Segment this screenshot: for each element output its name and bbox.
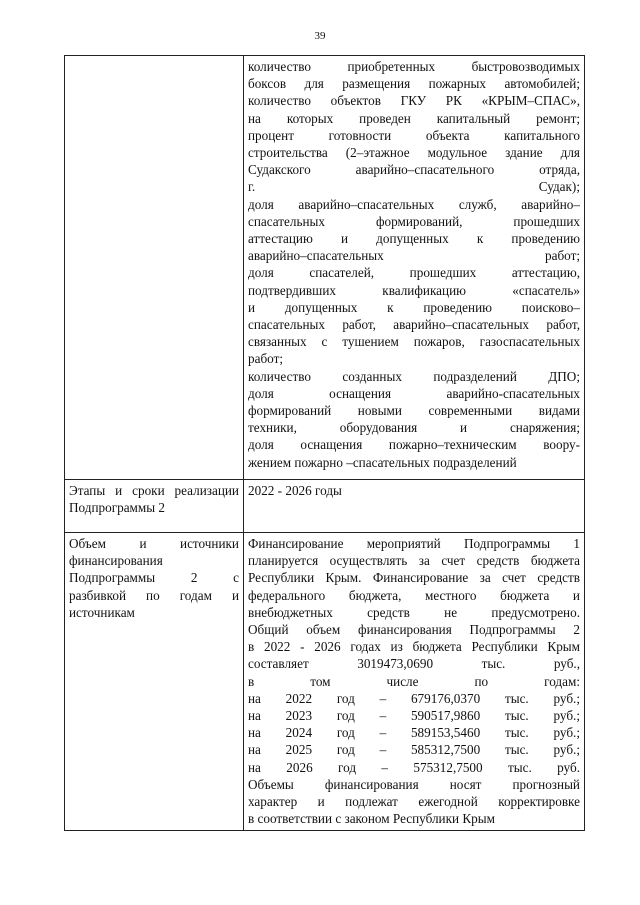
text-line: на 2026 год – 575312,7500 тыс. руб. bbox=[248, 759, 580, 775]
text-line: финансирования bbox=[69, 553, 163, 569]
text-line: формирований новыми современными видами bbox=[248, 403, 580, 419]
text-line: в том числе по годам: bbox=[248, 673, 580, 689]
text-line: разбивкой по годам и bbox=[69, 587, 239, 603]
text-line: строительства (2–этажное модульное здание для bbox=[248, 145, 580, 161]
text-line: количество созданных подразделений ДПО; bbox=[248, 368, 580, 384]
row-label-cell bbox=[65, 56, 244, 480]
program-passport-table bbox=[64, 55, 585, 831]
text-line: спасательных формирований, прошедших bbox=[248, 213, 580, 229]
text-line: на которых проведен капитальный ремонт; bbox=[248, 110, 580, 126]
text-line: боксов для размещения пожарных автомобилей; bbox=[248, 76, 580, 92]
text-line: процент готовности объекта капитального bbox=[248, 127, 580, 143]
text-line: на 2023 год – 590517,9860 тыс. руб.; bbox=[248, 708, 580, 724]
text-line: Финансирование мероприятий Подпрограммы 1 bbox=[248, 536, 580, 551]
table-row-financing bbox=[65, 533, 585, 831]
financing-label-cell bbox=[65, 533, 244, 831]
text-line: количество приобретенных быстровозводимых bbox=[248, 59, 580, 74]
text-line: аттестацию и допущенных к проведению bbox=[248, 231, 580, 247]
text-line: спасательных работ, аварийно–спасательных работ, bbox=[248, 317, 580, 333]
text-line: жением пожарно –спасательных подразделений bbox=[248, 454, 517, 470]
text-line: работ; bbox=[248, 351, 284, 367]
text-line: характер и подлежат ежегодной корректировке bbox=[248, 794, 580, 810]
text-line: Судакского аварийно–спасательного отряда, bbox=[248, 162, 580, 178]
text-line: количество объектов ГКУ РК «КРЫМ–СПАС», bbox=[248, 93, 580, 109]
text-line: на 2025 год – 585312,7500 тыс. руб.; bbox=[248, 742, 580, 758]
text-line: доля аварийно–спасательных служб, аварийно– bbox=[248, 196, 580, 212]
text-line: аварийно–спасательных работ; bbox=[248, 248, 580, 264]
text-line: Республики Крым. Финансирование за счет средств bbox=[248, 570, 580, 586]
text-line: составляет 3019473,0690 тыс. руб., bbox=[248, 656, 580, 672]
text-line: Общий объем финансирования Подпрограммы 2 bbox=[248, 622, 580, 638]
stages-label-cell bbox=[65, 480, 244, 533]
text-line: г. Судак); bbox=[248, 179, 580, 195]
stages-value-cell bbox=[244, 480, 585, 533]
text-line: подтвердивших квалификацию «спасатель» bbox=[248, 282, 580, 298]
text-line: на 2024 год – 589153,5460 тыс. руб.; bbox=[248, 725, 580, 741]
text-line: в соответствии с законом Республики Крым bbox=[248, 811, 495, 827]
text-line: внебюджетных средств не предусмотрено. bbox=[248, 604, 580, 620]
text-line: Подпрограммы 2 с bbox=[69, 570, 239, 586]
text-line: в 2022 - 2026 годах из бюджета Республики Крым bbox=[248, 639, 580, 655]
text-line: и допущенных к проведению поисково– bbox=[248, 299, 580, 315]
text-line: доля оснащения аварийно-спасательных bbox=[248, 385, 580, 401]
text-line: планируется осуществлять за счет средств бюджета bbox=[248, 553, 580, 569]
text-line: 2022 - 2026 годы bbox=[248, 483, 342, 498]
text-line: федерального бюджета, местного бюджета и bbox=[248, 587, 580, 603]
indicators-cell bbox=[244, 56, 585, 480]
text-line: Подпрограммы 2 bbox=[69, 500, 165, 516]
table-row-stages bbox=[65, 480, 585, 533]
text-line: доля оснащения пожарно–техническим воору- bbox=[248, 437, 580, 453]
text-line: Объем и источники bbox=[69, 536, 239, 551]
text-line: доля спасателей, прошедших аттестацию, bbox=[248, 265, 580, 281]
financing-value-cell bbox=[244, 533, 585, 831]
table-row-indicators bbox=[65, 56, 585, 480]
text-line: техники, оборудования и снаряжения; bbox=[248, 420, 580, 436]
text-line: Этапы и сроки реализации bbox=[69, 483, 239, 498]
text-line: на 2022 год – 679176,0370 тыс. руб.; bbox=[248, 690, 580, 706]
text-line: связанных с тушением пожаров, газоспасательных bbox=[248, 334, 580, 350]
text-line: источникам bbox=[69, 604, 135, 620]
page-number: 39 bbox=[314, 30, 326, 42]
text-line: Объемы финансирования носят прогнозный bbox=[248, 776, 580, 792]
